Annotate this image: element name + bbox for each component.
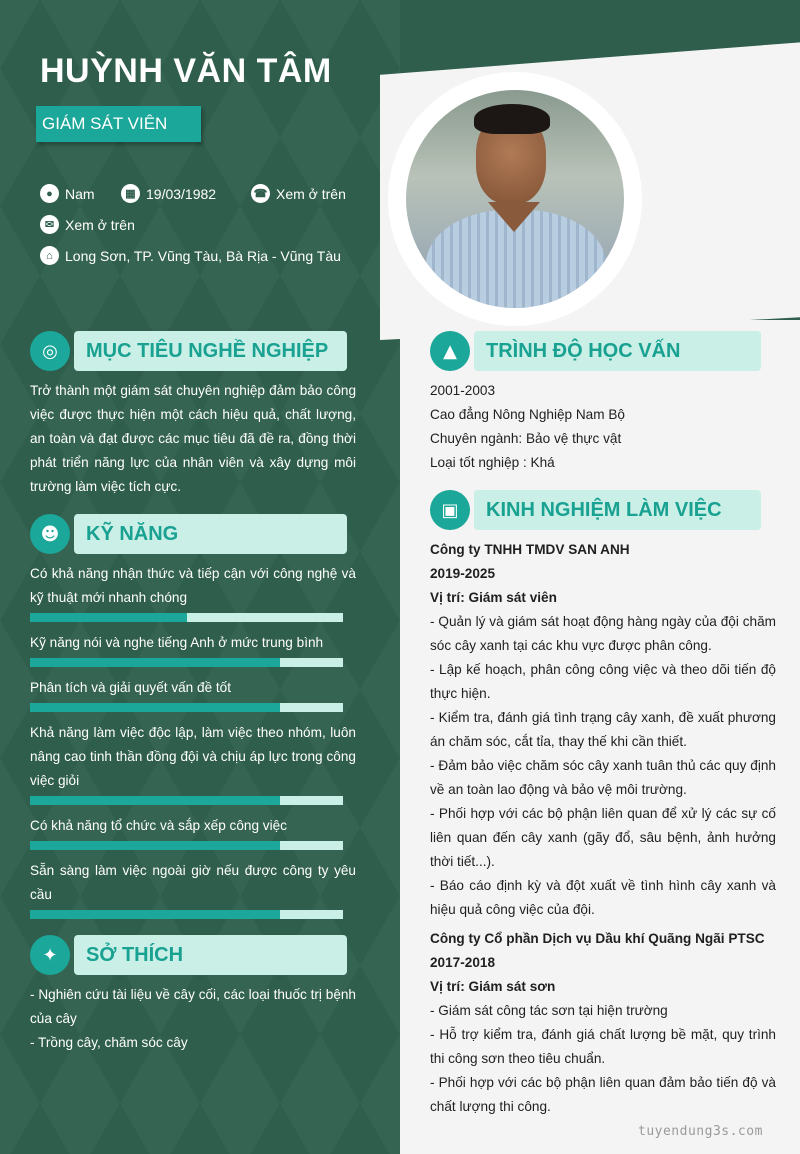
skill-bar xyxy=(30,703,343,712)
skill-bar xyxy=(30,841,343,850)
skill-fill xyxy=(30,841,280,850)
email-row xyxy=(40,215,135,234)
job-duty: - Đảm bảo việc chăm sóc cây xanh tuân thủ các quy định về an toàn lao động và bảo vệ môi trường. xyxy=(430,758,776,797)
hobbies-heading: ✦ SỞ THÍCH xyxy=(30,935,347,975)
calendar-icon: ▦ xyxy=(121,184,140,203)
target-icon: ◎ xyxy=(30,331,70,371)
job-duty: - Phối hợp với các bộ phận liên quan đảm bảo tiến độ và chất lượng thi công. xyxy=(430,1075,776,1114)
job-position: Vị trí: Giám sát viên xyxy=(430,590,557,605)
job-duty: - Hỗ trợ kiểm tra, đánh giá chất lượng bề mặt, quy trình thi công sơn theo tiêu chuẩn. xyxy=(430,1027,776,1066)
watermark: tuyendung3s.com xyxy=(638,1124,763,1139)
job-period: 2019-2025 xyxy=(430,566,496,581)
brain-head-icon: ☻ xyxy=(30,514,70,554)
job-duty: - Kiểm tra, đánh giá tình trạng cây xanh, đề xuất phương án chăm sóc, cắt tỉa, thay thế khi cần thiết. xyxy=(430,710,776,749)
job-duty: - Phối hợp với các bộ phận liên quan để xử lý các sự cố liên quan đến cây xanh (gãy đổ, sâu bệnh, ảnh hưởng thời tiết...). xyxy=(430,806,776,869)
mail-icon: ✉ xyxy=(40,215,59,234)
job-duty: - Quản lý và giám sát hoạt động hàng ngày của đội chăm sóc cây xanh tại các khu vực được phân công. xyxy=(430,614,776,653)
job-block xyxy=(430,538,776,922)
objective-heading: ◎ MỤC TIÊU NGHỀ NGHIỆP xyxy=(30,331,347,371)
job-title: GIÁM SÁT VIÊN xyxy=(36,106,201,142)
phone-row xyxy=(251,184,346,203)
skill-fill xyxy=(30,613,187,622)
phone-value: Xem ở trên xyxy=(276,185,346,202)
dob-value: 19/03/1982 xyxy=(146,185,217,202)
user-icon: ● xyxy=(40,184,59,203)
job-company: Công ty Cổ phần Dịch vụ Dầu khí Quãng Ngãi PTSC xyxy=(430,931,765,946)
skill-bar xyxy=(30,910,343,919)
education-period: 2001-2003 xyxy=(430,383,496,398)
avatar-frame xyxy=(388,72,642,326)
candidate-name: HUỲNH VĂN TÂM xyxy=(40,52,332,90)
home-icon: ⌂ xyxy=(40,246,59,265)
gender-row xyxy=(40,184,95,203)
email-value: Xem ở trên xyxy=(65,216,135,233)
hobby-item: - Nghiên cứu tài liệu về cây cối, các loại thuốc trị bệnh của cây xyxy=(30,987,356,1026)
hobby-item: - Trồng cây, chăm sóc cây xyxy=(30,1035,188,1050)
objective-text: Trở thành một giám sát chuyên nghiệp đảm bảo công việc được thực hiện một cách hiệu quả, chất lượng, an toàn và đạt được các mục tiêu đã đề ra, đồng thời phát triển năng lực của nhân viên và xây dựng môi trường làm việc tích cực. xyxy=(30,383,356,494)
job-period: 2017-2018 xyxy=(430,955,496,970)
education-major: Chuyên ngành: Bảo vệ thực vật xyxy=(430,431,622,446)
job-position: Vị trí: Giám sát sơn xyxy=(430,979,556,994)
skill-bar xyxy=(30,658,343,667)
puzzle-icon: ✦ xyxy=(30,935,70,975)
dob-row xyxy=(121,184,216,203)
avatar xyxy=(406,90,624,308)
skills-heading: ☻ KỸ NĂNG xyxy=(30,514,347,554)
job-company: Công ty TNHH TMDV SAN ANH xyxy=(430,542,630,557)
education-school: Cao đẳng Nông Nghiệp Nam Bộ xyxy=(430,407,625,422)
education-heading: ▲ TRÌNH ĐỘ HỌC VẤN xyxy=(430,331,761,371)
skill-fill xyxy=(30,658,280,667)
skill-label: Khả năng làm việc độc lập, làm việc theo nhóm, luôn nâng cao tinh thần đồng đội và chịu áp lực trong công việc giỏi xyxy=(30,725,356,788)
skill-label: Phân tích và giải quyết vấn đề tốt xyxy=(30,680,232,695)
job-duty: - Lập kế hoạch, phân công công việc và theo dõi tiến độ thực hiện. xyxy=(430,662,776,701)
skill-bar xyxy=(30,796,343,805)
graduation-cap-icon: ▲ xyxy=(430,331,470,371)
experience-heading: ▣ KINH NGHIỆM LÀM VIỆC xyxy=(430,490,761,530)
phone-icon: ☎ xyxy=(251,184,270,203)
skill-fill xyxy=(30,703,280,712)
education-grade: Loại tốt nghiệp : Khá xyxy=(430,455,555,470)
job-block xyxy=(430,927,776,1119)
briefcase-icon: ▣ xyxy=(430,490,470,530)
skill-fill xyxy=(30,910,280,919)
address-row xyxy=(40,246,341,265)
skill-label: Có khả năng tổ chức và sắp xếp công việc xyxy=(30,818,287,833)
gender-value: Nam xyxy=(65,185,95,202)
job-duty: - Báo cáo định kỳ và đột xuất về tình hình cây xanh và hiệu quả công việc của đội. xyxy=(430,878,776,917)
skill-bar xyxy=(30,613,343,622)
skill-label: Sẵn sàng làm việc ngoài giờ nếu được công ty yêu cầu xyxy=(30,863,356,902)
skill-label: Có khả năng nhận thức và tiếp cận với công nghệ và kỹ thuật mới nhanh chóng xyxy=(30,566,356,605)
address-value: Long Sơn, TP. Vũng Tàu, Bà Rịa - Vũng Tàu xyxy=(65,247,341,264)
skill-label: Kỹ năng nói và nghe tiếng Anh ở mức trung bình xyxy=(30,635,324,650)
skill-fill xyxy=(30,796,280,805)
job-duty: - Giám sát công tác sơn tại hiện trường xyxy=(430,1003,668,1018)
